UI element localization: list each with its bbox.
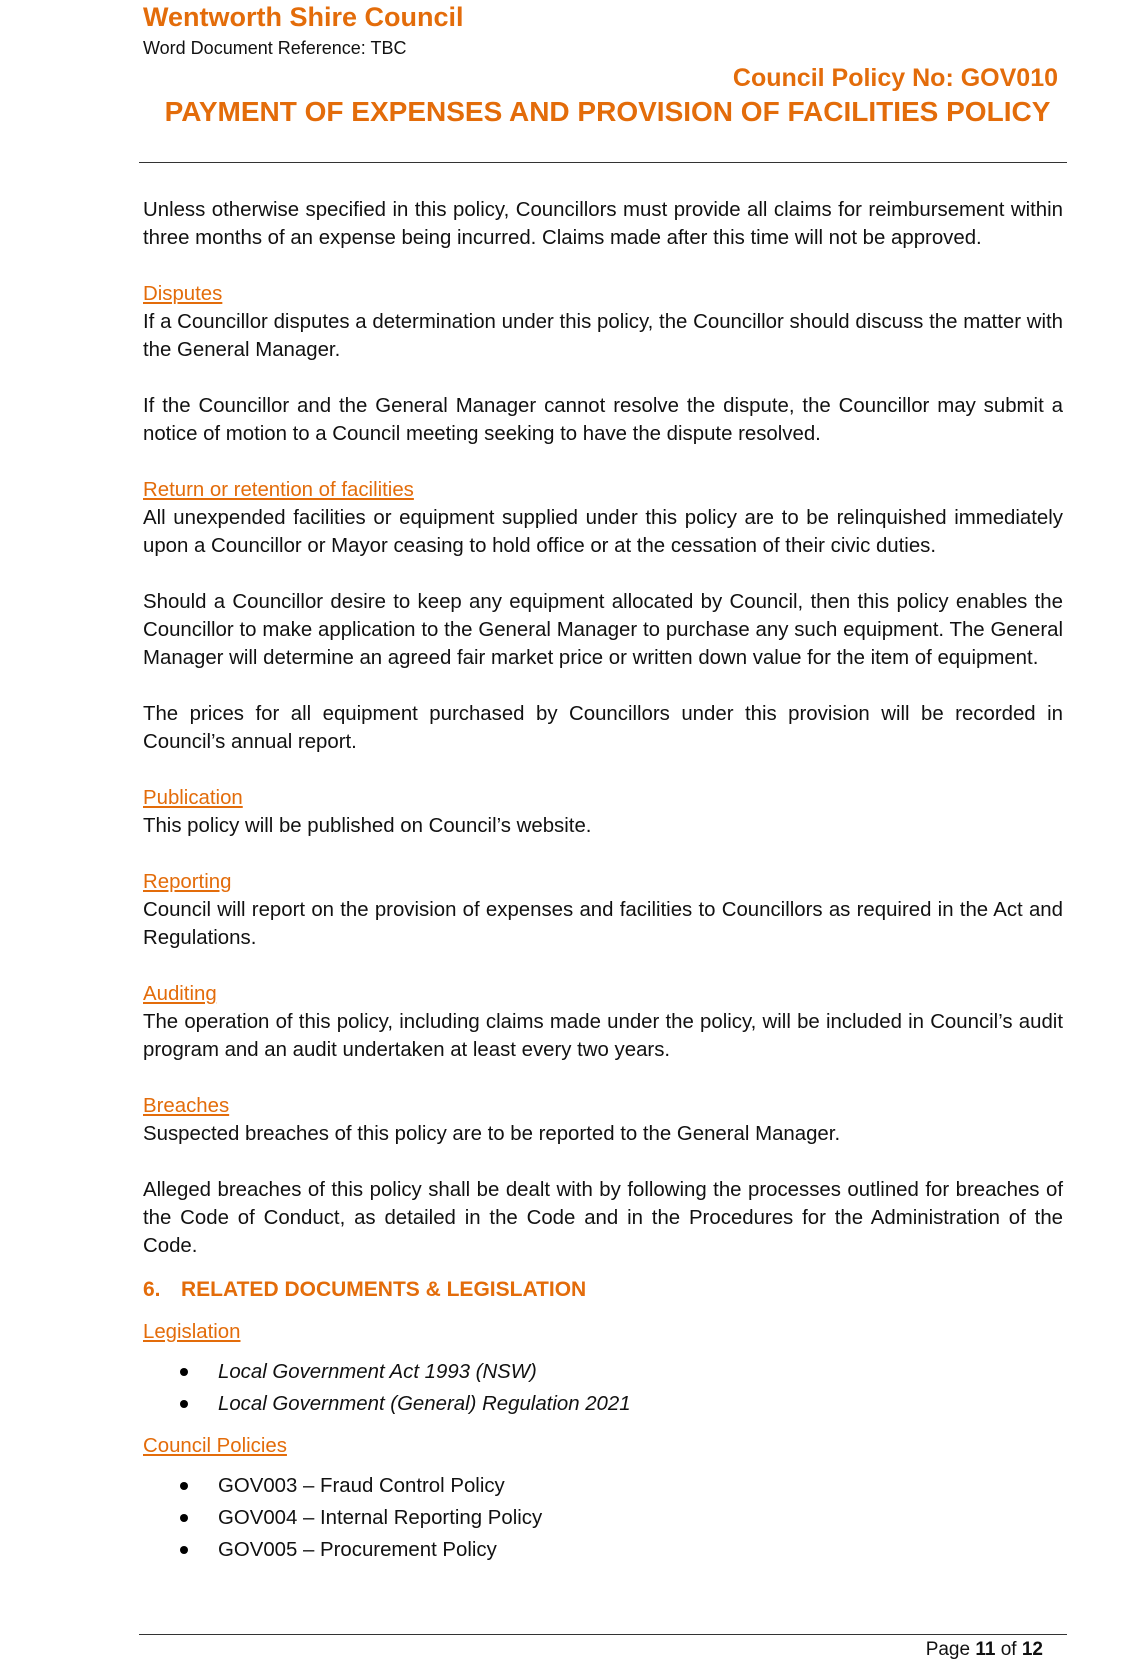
list-item — [143, 1470, 1063, 1502]
heading-legislation: Legislation — [143, 1321, 241, 1343]
bullet-icon — [180, 1514, 188, 1522]
legislation-list — [143, 1356, 1063, 1420]
return-paragraph-1: All unexpended facilities or equipment supplied under this policy are to be relinquished immediately upon a Councillor or Mayor ceasing to hold office or at the cessation of their civic duties. — [143, 507, 1063, 557]
page-number — [926, 1636, 1043, 1664]
section-6-heading — [143, 1276, 1063, 1304]
breaches-paragraph-1: Suspected breaches of this policy are to be reported to the General Manager. — [143, 1123, 841, 1145]
page-current: 11 — [975, 1639, 996, 1660]
page-label: Page — [925, 1639, 971, 1660]
organisation-name: Wentworth Shire Council — [143, 2, 464, 32]
disputes-paragraph-2: If the Councillor and the General Manager cannot resolve the dispute, the Councillor may submit a notice of motion to a Council meeting seeking to have the dispute resolved. — [143, 395, 1063, 445]
page-total: 12 — [1021, 1639, 1043, 1660]
heading-auditing: Auditing — [143, 983, 217, 1005]
bullet-icon — [180, 1400, 188, 1408]
heading-return-retention: Return or retention of facilities — [143, 479, 414, 501]
policy-title: PAYMENT OF EXPENSES AND PROVISION OF FACILITIES POLICY — [164, 96, 1051, 127]
heading-disputes: Disputes — [143, 283, 223, 305]
policy-number: Council Policy No: GOV010 — [732, 64, 1058, 92]
bullet-icon — [180, 1368, 188, 1376]
page-of: of — [1000, 1639, 1017, 1660]
footer-rule — [139, 1634, 1067, 1635]
document-reference: Word Document Reference: TBC — [143, 38, 407, 58]
auditing-paragraph: The operation of this policy, including claims made under the policy, will be included in Council’s audit program and an audit undertaken at least every two years. — [143, 1011, 1063, 1061]
disputes-paragraph-1: If a Councillor disputes a determination under this policy, the Councillor should discuss the matter with the General Manager. — [143, 311, 1063, 361]
header-rule — [139, 162, 1067, 163]
section-6-number: 6. — [143, 1278, 161, 1301]
heading-breaches: Breaches — [143, 1095, 230, 1117]
breaches-paragraph-2: Alleged breaches of this policy shall be dealt with by following the processes outlined for breaches of the Code of Conduct, as detailed in the Code and in the Procedures for the Administration of the Code. — [143, 1179, 1063, 1257]
list-item — [143, 1534, 1063, 1566]
list-item-text: GOV004 – Internal Reporting Policy — [218, 1507, 543, 1529]
intro-paragraph: Unless otherwise specified in this policy, Councillors must provide all claims for reimbursement within three months of an expense being incurred. Claims made after this time will not be approved. — [143, 199, 1063, 249]
list-item — [143, 1502, 1063, 1534]
heading-publication: Publication — [143, 787, 243, 809]
list-item — [143, 1356, 1063, 1388]
section-6-title: RELATED DOCUMENTS & LEGISLATION — [181, 1278, 587, 1301]
heading-reporting: Reporting — [143, 871, 232, 893]
list-item-text: Local Government (General) Regulation 2021 — [218, 1393, 631, 1415]
heading-council-policies: Council Policies — [143, 1435, 287, 1457]
list-item-text: GOV003 – Fraud Control Policy — [218, 1475, 505, 1497]
document-body — [143, 196, 1063, 1578]
list-item-text: GOV005 – Procurement Policy — [218, 1539, 497, 1561]
list-item-text: Local Government Act 1993 (NSW) — [218, 1361, 537, 1383]
council-policies-list — [143, 1470, 1063, 1566]
publication-paragraph: This policy will be published on Council’s website. — [143, 815, 592, 837]
bullet-icon — [180, 1482, 188, 1490]
reporting-paragraph: Council will report on the provision of expenses and facilities to Councillors as required in the Act and Regulations. — [143, 899, 1063, 949]
bullet-icon — [180, 1546, 188, 1554]
return-paragraph-3: The prices for all equipment purchased by Councillors under this provision will be recorded in Council’s annual report. — [143, 703, 1063, 753]
return-paragraph-2: Should a Councillor desire to keep any equipment allocated by Council, then this policy enables the Councillor to make application to the General Manager to purchase any such equipment. The General Manager will determine an agreed fair market price or written down value for the item of equipment. — [143, 591, 1063, 669]
list-item — [143, 1388, 1063, 1420]
